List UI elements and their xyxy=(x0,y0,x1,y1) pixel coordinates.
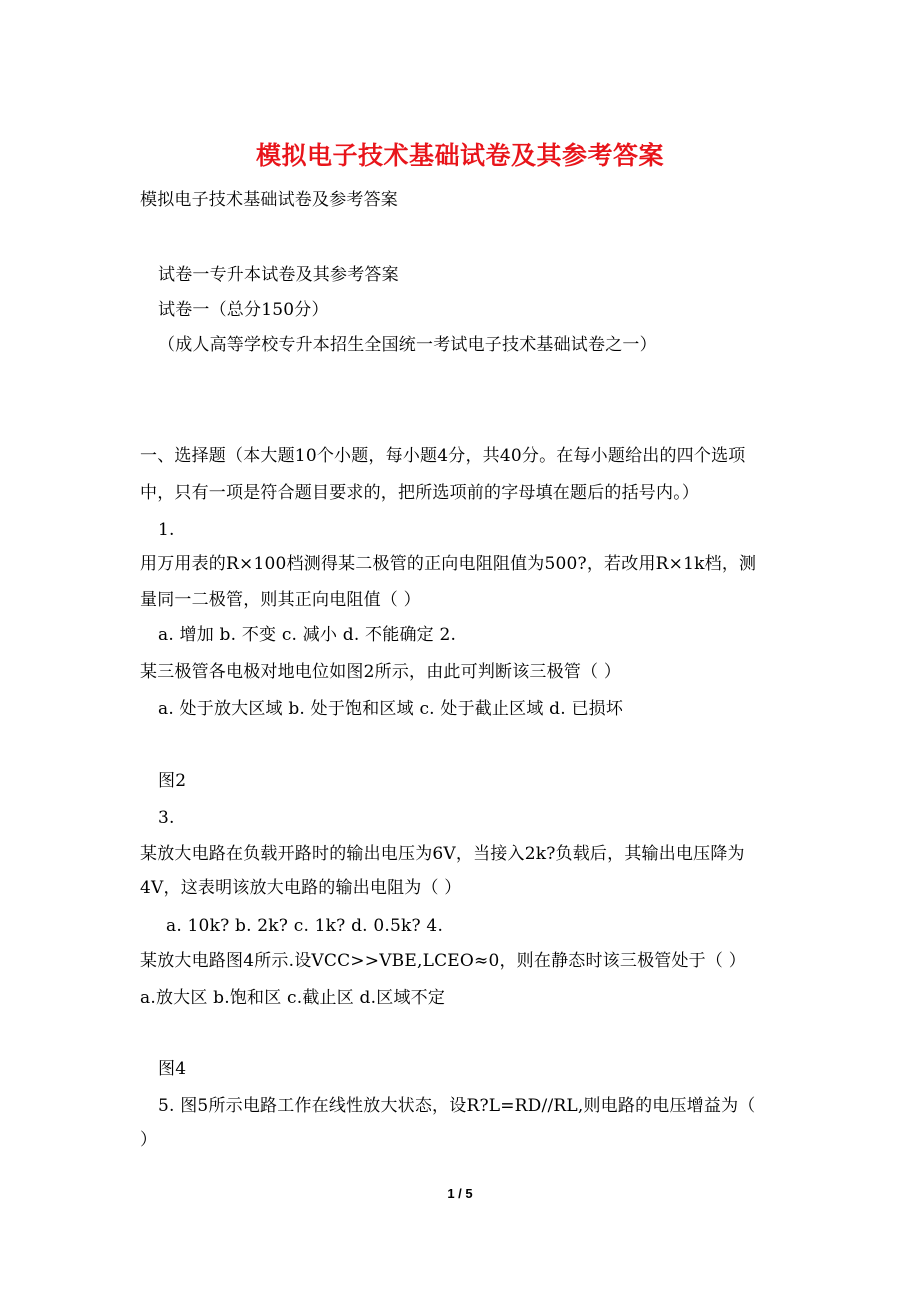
section-heading-line-1: 一、选择题（本大题10个小题，每小题4分，共40分。在每小题给出的四个选项 xyxy=(140,446,746,466)
figure-caption: 图4 xyxy=(158,1059,187,1079)
paper-total-score: 试卷一（总分150分） xyxy=(158,300,329,320)
question-text-line: 4V，这表明该放大电路的输出电阻为（ ） xyxy=(140,878,462,898)
question-text-line: 某三极管各电极对地电位如图2所示，由此可判断该三极管（ ） xyxy=(140,662,622,682)
section-heading-line-2: 中，只有一项是符合题目要求的，把所选项前的字母填在题后的括号内。） xyxy=(140,483,700,503)
question-text-line: ） xyxy=(140,1130,158,1150)
question-text-line: 某放大电路在负载开路时的输出电压为6V，当接入2k?负载后，其输出电压降为 xyxy=(140,844,745,864)
question-number: 1. xyxy=(158,520,175,540)
answer-options: a. 增加 b. 不变 c. 减小 d. 不能确定 2. xyxy=(158,625,457,645)
answer-options: a. 处于放大区域 b. 处于饱和区域 c. 处于截止区域 d. 已损坏 xyxy=(158,699,624,719)
question-number: 3. xyxy=(158,808,175,828)
question-text-line: 5. 图5所示电路工作在线性放大状态，设R?L=RD//RL,则电路的电压增益为（ xyxy=(158,1096,756,1116)
document-subtitle: 模拟电子技术基础试卷及参考答案 xyxy=(140,190,398,210)
question-text-line: 某放大电路图4所示.设VCC>>VBE,LCEO≈0，则在静态时该三极管处于（ ） xyxy=(140,951,746,971)
page-indicator: 1 / 5 xyxy=(447,1186,473,1201)
paper-description: （成人高等学校专升本招生全国统一考试电子技术基础试卷之一） xyxy=(158,335,657,355)
question-text-line: 量同一二极管，则其正向电阻值（ ） xyxy=(140,590,421,610)
question-text-line: 用万用表的R×100档测得某二极管的正向电阻阻值为500?，若改用R×1k档，测 xyxy=(140,554,757,574)
figure-caption: 图2 xyxy=(158,771,187,791)
paper-heading: 试卷一专升本试卷及其参考答案 xyxy=(158,265,399,285)
answer-options: a. 10k? b. 2k? c. 1k? d. 0.5k? 4. xyxy=(166,916,444,936)
document-title: 模拟电子技术基础试卷及其参考答案 xyxy=(255,141,664,170)
answer-options: a.放大区 b.饱和区 c.截止区 d.区域不定 xyxy=(140,988,446,1008)
